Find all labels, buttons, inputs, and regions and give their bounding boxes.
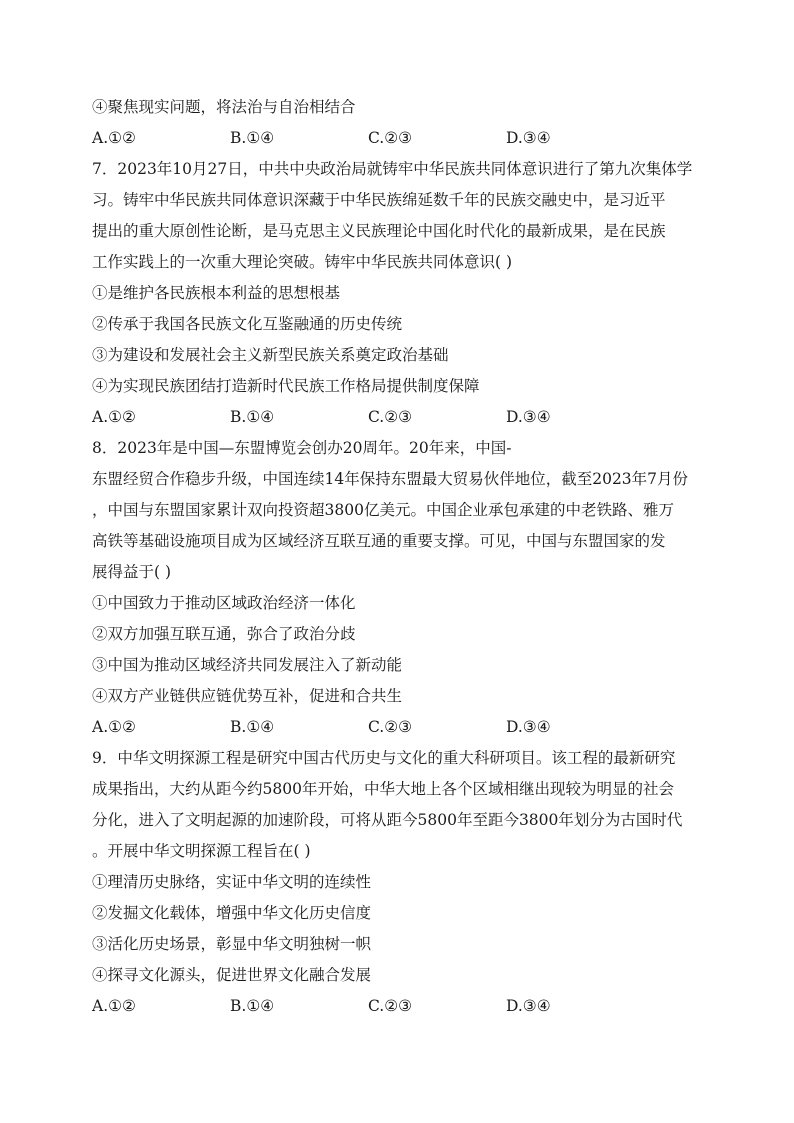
option-b: B.①④	[230, 129, 275, 147]
statement-line: ④探寻文化源头，促进世界文化融合发展	[92, 966, 372, 984]
option-a: A.①②	[92, 129, 136, 147]
answer-options	[92, 712, 704, 743]
exam-page	[92, 92, 704, 1022]
statement-line: ①中国致力于推动区域政治经济一体化	[92, 594, 356, 612]
question-stem-line: 分化，进入了文明起源的加速阶段，可将从距今5800年至距今3800年划分为古国时代	[92, 811, 683, 829]
option-a: A.①②	[92, 408, 136, 426]
option-b: B.①④	[230, 408, 275, 426]
question-stem-line: 展得益于( )	[92, 563, 172, 581]
option-d: D.③④	[506, 997, 551, 1015]
question-7	[92, 154, 704, 433]
statement-line: ③为建设和发展社会主义新型民族关系奠定政治基础	[92, 346, 449, 364]
question-stem-line: 8．2023年是中国—东盟博览会创办20周年。20年来，中国-	[92, 439, 512, 457]
answer-options	[92, 991, 704, 1022]
option-c: C.②③	[368, 718, 413, 736]
question-stem-line: 9．中华文明探源工程是研究中国古代历史与文化的重大科研项目。该工程的最新研究	[92, 749, 676, 767]
statement-line: ①是维护各民族根本利益的思想根基	[92, 284, 341, 302]
option-c: C.②③	[368, 129, 413, 147]
statement-line: ④聚焦现实问题，将法治与自治相结合	[92, 98, 356, 116]
question-8	[92, 433, 704, 743]
statement-line: ②双方加强互联互通，弥合了政治分歧	[92, 625, 356, 643]
question-stem-line: 高铁等基础设施项目成为区域经济互联互通的重要支撑。可见，中国与东盟国家的发	[92, 532, 666, 550]
statement-line: ③活化历史场景，彰显中华文明独树一帜	[92, 935, 372, 953]
statement-line: ①理清历史脉络，实证中华文明的连续性	[92, 873, 372, 891]
question-stem-line: ，中国与东盟国家累计双向投资超3800亿美元。中国企业承包承建的中老铁路、雅万	[92, 501, 674, 519]
answer-options	[92, 123, 704, 154]
option-b: B.①④	[230, 718, 275, 736]
statement-line: ②发掘文化载体，增强中华文化历史信度	[92, 904, 372, 922]
option-d: D.③④	[506, 718, 551, 736]
option-a: A.①②	[92, 997, 136, 1015]
option-c: C.②③	[368, 997, 413, 1015]
question-stem-line: 提出的重大原创性论断，是马克思主义民族理论中国化时代化的最新成果，是在民族	[92, 222, 666, 240]
question-stem-line: 。开展中华文明探源工程旨在( )	[92, 842, 311, 860]
option-b: B.①④	[230, 997, 275, 1015]
option-a: A.①②	[92, 718, 136, 736]
question-stem-line: 习。铸牢中华民族共同体意识深藏于中华民族绵延数千年的民族交融史中，是习近平	[92, 191, 666, 209]
option-d: D.③④	[506, 408, 551, 426]
question-stem-line: 成果指出，大约从距今约5800年开始，中华大地上各个区域相继出现较为明显的社会	[92, 780, 674, 798]
statement-line: ④双方产业链供应链优势互补，促进和合共生	[92, 687, 403, 705]
question-9	[92, 743, 704, 1022]
question-6-tail	[92, 92, 704, 154]
statement-line: ②传承于我国各民族文化互鉴融通的历史传统	[92, 315, 403, 333]
question-stem-line: 7．2023年10月27日，中共中央政治局就铸牢中华民族共同体意识进行了第九次集体学	[92, 160, 693, 178]
question-stem-line: 工作实践上的一次重大理论突破。铸牢中华民族共同体意识( )	[92, 253, 513, 271]
answer-options	[92, 402, 704, 433]
statement-line: ④为实现民族团结打造新时代民族工作格局提供制度保障	[92, 377, 480, 395]
option-c: C.②③	[368, 408, 413, 426]
option-d: D.③④	[506, 129, 551, 147]
statement-line: ③中国为推动区域经济共同发展注入了新动能	[92, 656, 403, 674]
question-stem-line: 东盟经贸合作稳步升级，中国连续14年保持东盟最大贸易伙伴地位，截至2023年7月份	[92, 470, 689, 488]
